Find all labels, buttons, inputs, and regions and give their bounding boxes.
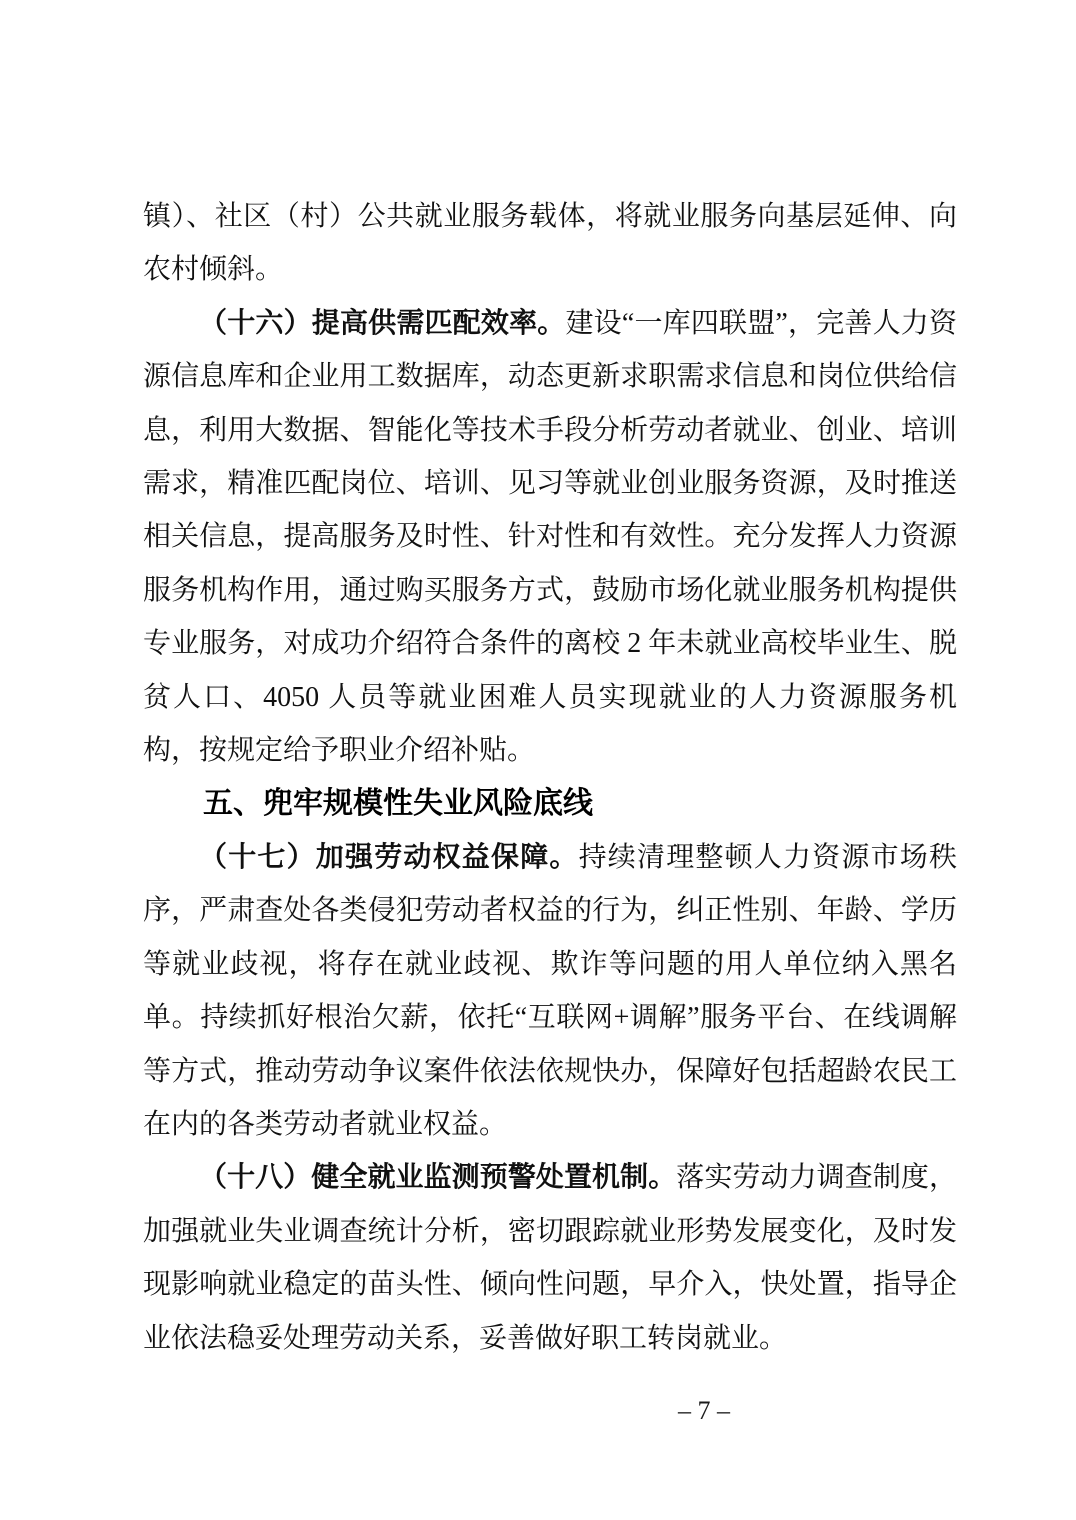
- page-number: – 7 –: [678, 1396, 730, 1425]
- paragraph-item17-text: 持续清理整顿人力资源市场秩序，严肃查处各类侵犯劳动者权益的行为，纠正性别、年龄、学历等就业歧视，将存在就业歧视、欺诈等问题的用人单位纳入黑名单。持续抓好根治欠薪，依托“互联网+调解”服务平台、在线调解等方式，推动劳动争议案件依法依规快办，保障好包括超龄农民工在内的各类劳动者就业权益。: [143, 841, 957, 1140]
- paragraph-continuation: 镇）、社区（村）公共就业服务载体，将就业服务向基层延伸、向农村倾斜。: [143, 201, 957, 286]
- paragraph-item16-lead: （十六）提高供需匹配效率。: [199, 307, 566, 339]
- paragraph-item16: [143, 297, 957, 778]
- paragraph-item17: [143, 831, 957, 1151]
- paragraph-item18-text: 落实劳动力调查制度，加强就业失业调查统计分析，密切跟踪就业形势发展变化，及时发现影响就业稳定的苗头性、倾向性问题，早介入，快处置，指导企业依法稳妥处理劳动关系，妥善做好职工转岗就业。: [143, 1162, 957, 1354]
- paragraph-item18-lead: （十八）健全就业监测预警处置机制。: [199, 1162, 677, 1194]
- document-body: [143, 190, 957, 1365]
- paragraph-item16-text: 建设“一库四联盟”，完善人力资源信息库和企业用工数据库，动态更新求职需求信息和岗位供给信息，利用大数据、智能化等技术手段分析劳动者就业、创业、培训需求，精准匹配岗位、培训、见习等就业创业服务资源，及时推送相关信息，提高服务及时性、针对性和有效性。充分发挥人力资源服务机构作用，通过购买服务方式，鼓励市场化就业服务机构提供专业服务，对成功介绍符合条件的离校 2 年未就业高校毕业生、脱贫人口、4050 人员等就业困难人员实现就业的人力资源服务机构，按规定给予职业介绍补贴。: [143, 307, 957, 767]
- paragraph-item17-lead: （十七）加强劳动权益保障。: [199, 841, 579, 873]
- paragraph-item18: [143, 1151, 957, 1365]
- section-heading: 五、兜牢规模性失业风险底线: [203, 787, 593, 821]
